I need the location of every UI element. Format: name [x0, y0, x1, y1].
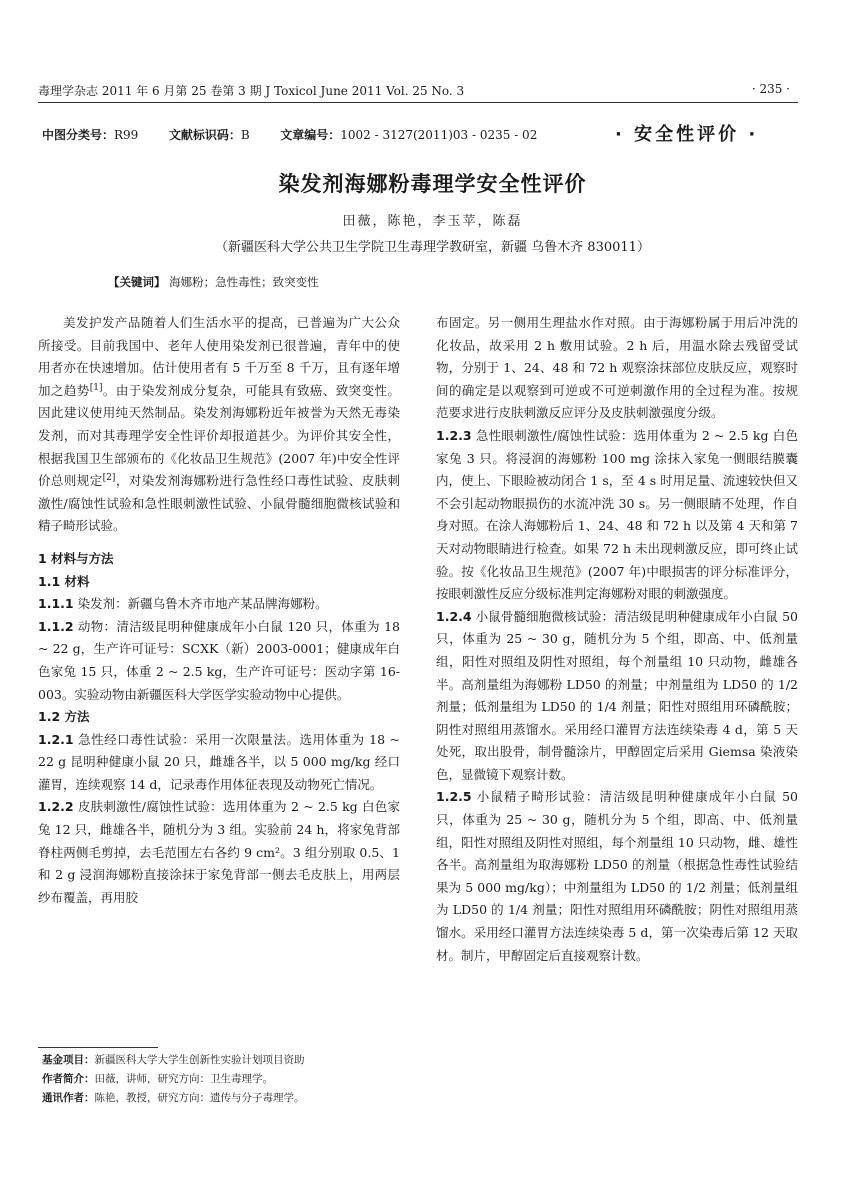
footnote-rule — [38, 1047, 158, 1048]
running-header: 毒理学杂志 2011 年 6 月第 25 卷第 3 期 J Toxicol June 2011 Vol. 25 No. 3 — [38, 84, 465, 98]
num-1-2-3: 1.2.3 — [436, 427, 472, 443]
para-1-2-2 — [38, 796, 400, 909]
paper-title: 染发剂海娜粉毒理学安全性评价 — [278, 172, 587, 196]
section-tag: · 安全性评价 · — [615, 124, 759, 145]
article-label: 文章编号： — [280, 128, 341, 142]
text-1-2-1: 急性经口毒性试验：采用一次限量法。选用体重为 18 ~ 22 g 昆明种健康小鼠 20 只，雌雄各半，以 5 000 mg/kg 经口灌胃，连续观察 14 d，记录毒作用体征表现及动物死亡情况。 — [38, 731, 400, 792]
page-number: · 235 · — [751, 82, 790, 96]
text-1-1-2: 动物：清洁级昆明种健康成年小白鼠 120 只，体重为 18 ~ 22 g，生产许可证号：SCXK（新）2003-0001；健康成年白色家兔 15 只，体重 2 ~ 2.5 kg，生产许可证号：医动字第 16-003。实验动物由新疆医科大学医学实验动物中心提供。 — [38, 618, 400, 702]
num-1-2-1: 1.2.1 — [38, 731, 74, 747]
keywords — [108, 274, 319, 290]
footnote-author — [42, 1071, 273, 1086]
doc-label: 文献标识码： — [168, 128, 241, 142]
keywords-label: 【关键词】 — [108, 275, 166, 289]
para-1-2-3 — [436, 425, 798, 606]
right-column — [436, 312, 798, 967]
num-1-1-2: 1.1.2 — [38, 618, 74, 634]
left-column — [38, 312, 400, 909]
author-label: 作者简介： — [42, 1073, 95, 1085]
num-1-2-2: 1.2.2 — [38, 799, 74, 815]
num-1-1-1: 1.1.1 — [38, 596, 74, 612]
intro-paragraph: 美发护发产品随着人们生活水平的提高，已普遍为广大公众所接受。目前我国中、老年人使用染发剂已很普遍，青年中的使用者亦在快速增加。估计使用者有 5 千万至 8 千万，且有逐年增加之趋势[1]。由于染发剂成分复杂，可能具有致癌、致突变性。因此建议使用纯天然制品。染发剂海娜粉近年被誉为天然无毒染发剂，而对其毒理学安全性评价却报道甚少。为评价其安全性，根据我国卫生部颁布的《化妆品卫生规范》(2007 年)中安全性评价总则规定[2]，对染发剂海娜粉进行急性经口毒性试验、皮肤刺激性/腐蚀性试验和急性眼刺激性试验、小鼠骨髓细胞微核试验和精子畸形试验。 — [38, 315, 400, 534]
clc-value: R99 — [114, 128, 139, 142]
para-1-2-1 — [38, 729, 400, 797]
affiliation: （新疆医科大学公共卫生学院卫生毒理学教研室，新疆 乌鲁木齐 830011） — [215, 240, 650, 255]
para-1-1-2 — [38, 616, 400, 706]
corr-label: 通讯作者： — [42, 1092, 95, 1104]
para-1-1-1 — [38, 593, 400, 616]
heading-1-1: 1.1 材料 — [38, 573, 90, 589]
num-1-2-4: 1.2.4 — [436, 608, 472, 624]
author-value: 田薇，讲师，研究方向：卫生毒理学。 — [94, 1073, 273, 1085]
heading-1-2: 1.2 方法 — [38, 709, 90, 725]
text-1-2-3: 急性眼刺激性/腐蚀性试验：选用体重为 2 ~ 2.5 kg 白色家兔 3 只。将浸润的海娜粉 100 mg 涂抹入家兔一侧眼结膜囊内，使上、下眼睑被动闭合 1 s，至 4 s 时用足量、流速较快但又不会引起动物眼损伤的水流冲洗 30 s。另一侧眼睛不处理，作自身对照。在涂人海娜粉后 1、24、48 和 72 h 以及第 4 天和第 7 天对动物眼睛进行检查。如果 72 h 未出现刺激反应，即可终止试验。按《化妆品卫生规范》(2007 年)中眼损害的评分标准评分，按眼刺激性反应分级标准判定海娜粉对眼的刺激强度。 — [436, 427, 798, 602]
text-1-2-4: 小鼠骨髓细胞微核试验：清洁级昆明种健康成年小白鼠 50 只，体重为 25 ~ 30 g，随机分为 5 个组，即高、中、低剂量组，阳性对照组及阴性对照组，每个剂量组 10 只动物，雌雄各半。高剂量组为海娜粉 LD50 的剂量；中剂量组为 LD50 的 1/2 剂量；低剂量组为 LD50 的 1/4 剂量；阳性对照组用环磷酰胺；阴性对照组用蒸馏水。采用经口灌胃方法连续染毒 4 d，第 5 天处死，取出股骨，制骨髓涂片，甲醇固定后采用 Giemsa 染液染色，显微镜下观察计数。 — [436, 608, 798, 782]
text-1-2-2: 皮肤刺激性/腐蚀性试验：选用体重为 2 ~ 2.5 kg 白色家兔 12 只，雌雄各半，随机分为 3 组。实验前 24 h，将家兔背部脊柱两侧毛剪掉，去毛范围左右各约 9 cm²。3 组分别取 0.5、1 和 2 g 浸润海娜粉直接涂抹于家兔背部一侧去毛皮肤上，用两层纱布覆盖，再用胶 — [38, 799, 400, 905]
corr-value: 陈艳，教授，研究方向：遗传与分子毒理学。 — [94, 1092, 305, 1104]
header-rule — [38, 102, 798, 103]
keywords-value: 海娜粉；急性毒性；致突变性 — [165, 275, 319, 289]
para-1-2-4 — [436, 606, 798, 787]
continued-paragraph: 布固定。另一侧用生理盐水作对照。由于海娜粉属于用后冲洗的化妆品，故采用 2 h 敷用试验。2 h 后，用温水除去残留受试物，分别于 1、24、48 和 72 h 观察涂抹部位皮肤反应，观察时间的确定是以观察到可逆或不可逆刺激作用的全过程为准。按规范要求进行皮肤刺激反应评分及皮肤刺激强度分级。 — [436, 315, 798, 421]
text-1-1-1: 染发剂：新疆乌鲁木齐市地产某品牌海娜粉。 — [73, 596, 328, 612]
num-1-2-5: 1.2.5 — [436, 789, 472, 805]
author-list: 田薇，陈艳，李玉苹，陈磊 — [342, 214, 523, 229]
article-value: 1002 - 3127(2011)03 - 0235 - 02 — [340, 128, 538, 142]
footnote-correspondence — [42, 1090, 305, 1105]
para-1-2-5 — [436, 786, 798, 967]
heading-1: 1 材料与方法 — [38, 550, 114, 566]
clc-label: 中图分类号： — [42, 128, 115, 142]
text-1-2-5: 小鼠精子畸形试验：清洁级昆明种健康成年小白鼠 50 只，体重为 25 ~ 30 g，随机分为 5 个组，即高、中、低剂量组，阳性对照组及阴性对照组，每个剂量组 10 只动物，雌、雄性各半。高剂量组为取海娜粉 LD50 的剂量（根据急性毒性试验结果为 5 000 mg/kg）；中剂量组为 LD50 的 1/2 剂量；低剂量组为 LD50 的 1/4 剂量；阳性对照组用环磷酰胺；阴性对照组用蒸馏水。采用经口灌胃方法连续染毒 5 d，第一次染毒后第 12 天取材。制片，甲醇固定后直接观察计数。 — [436, 789, 798, 963]
fund-label: 基金项目： — [42, 1054, 95, 1066]
footnote-fund — [42, 1052, 305, 1067]
article-meta — [42, 126, 537, 143]
fund-value: 新疆医科大学大学生创新性实验计划项目资助 — [94, 1054, 305, 1066]
doc-value: B — [240, 128, 250, 142]
